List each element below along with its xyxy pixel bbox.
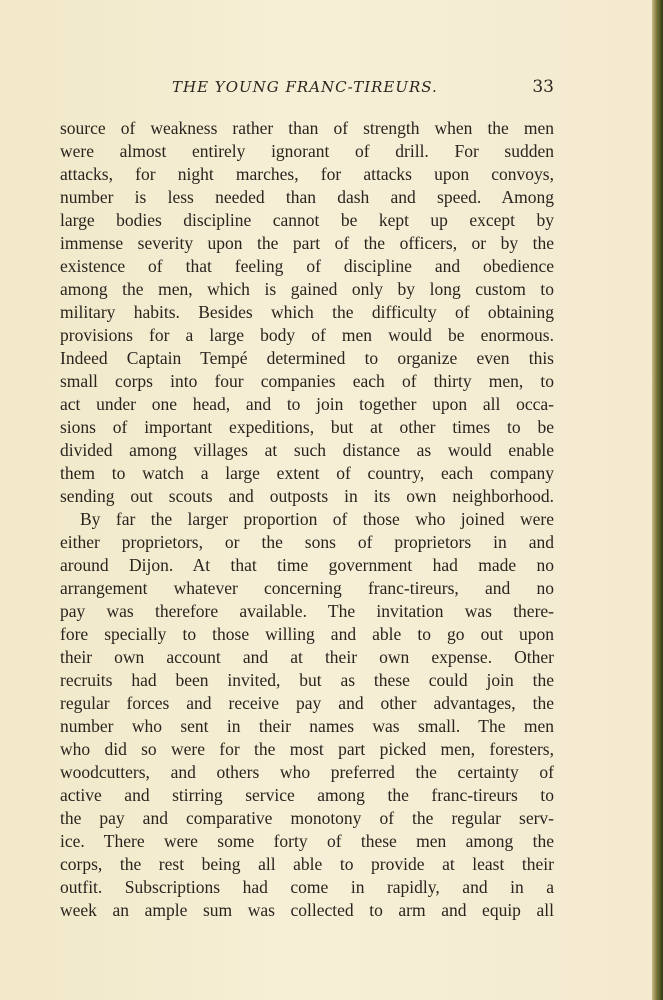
text-line: arrangement whatever concerning franc-tireurs, and no <box>60 578 554 598</box>
text-line: them to watch a large extent of country, each company <box>60 463 554 483</box>
text-line: sending out scouts and outposts in its own neighborhood. <box>60 486 554 506</box>
text-line: their own account and at their own expense. Other <box>60 647 554 667</box>
text-line: military habits. Besides which the difficulty of obtaining <box>60 302 554 322</box>
text-line: woodcutters, and others who preferred the certainty of <box>60 762 554 782</box>
text-line: sions of important expeditions, but at other times to be <box>60 417 554 437</box>
running-title: THE YOUNG FRANC-TIREURS. <box>172 78 438 96</box>
text-line: fore specially to those willing and able to go out upon <box>60 624 554 644</box>
book-page-edge <box>652 0 663 1000</box>
text-line: week an ample sum was collected to arm and equip all <box>60 900 554 920</box>
text-line: the pay and comparative monotony of the regular serv- <box>60 808 554 828</box>
text-line: ice. There were some forty of these men among the <box>60 831 554 851</box>
text-line: Indeed Captain Tempé determined to organize even this <box>60 348 554 368</box>
text-line: By far the larger proportion of those who joined were <box>80 509 554 529</box>
text-line: corps, the rest being all able to provide at least their <box>60 854 554 874</box>
text-line: around Dijon. At that time government had made no <box>60 555 554 575</box>
text-line: provisions for a large body of men would be enormous. <box>60 325 554 345</box>
text-line: among the men, which is gained only by long custom to <box>60 279 554 299</box>
text-line: immense severity upon the part of the officers, or by the <box>60 233 554 253</box>
text-line: pay was therefore available. The invitation was there- <box>60 601 554 621</box>
text-line: active and stirring service among the franc-tireurs to <box>60 785 554 805</box>
text-line: outfit. Subscriptions had come in rapidly, and in a <box>60 877 554 897</box>
text-line: number who sent in their names was small. The men <box>60 716 554 736</box>
body-text <box>60 117 554 922</box>
page-number: 33 <box>532 77 554 97</box>
text-line: small corps into four companies each of thirty men, to <box>60 371 554 391</box>
text-line: divided among villages at such distance as would enable <box>60 440 554 460</box>
text-line: recruits had been invited, but as these could join the <box>60 670 554 690</box>
text-line: attacks, for night marches, for attacks upon convoys, <box>60 164 554 184</box>
text-line: existence of that feeling of discipline and obedience <box>60 256 554 276</box>
text-line: regular forces and receive pay and other advantages, the <box>60 693 554 713</box>
text-line: either proprietors, or the sons of proprietors in and <box>60 532 554 552</box>
page-header <box>60 78 556 102</box>
text-line: large bodies discipline cannot be kept up except by <box>60 210 554 230</box>
text-line: source of weakness rather than of strength when the men <box>60 118 554 138</box>
text-line: who did so were for the most part picked men, foresters, <box>60 739 554 759</box>
text-line: number is less needed than dash and speed. Among <box>60 187 554 207</box>
text-line: act under one head, and to join together upon all occa- <box>60 394 554 414</box>
text-line: were almost entirely ignorant of drill. For sudden <box>60 141 554 161</box>
